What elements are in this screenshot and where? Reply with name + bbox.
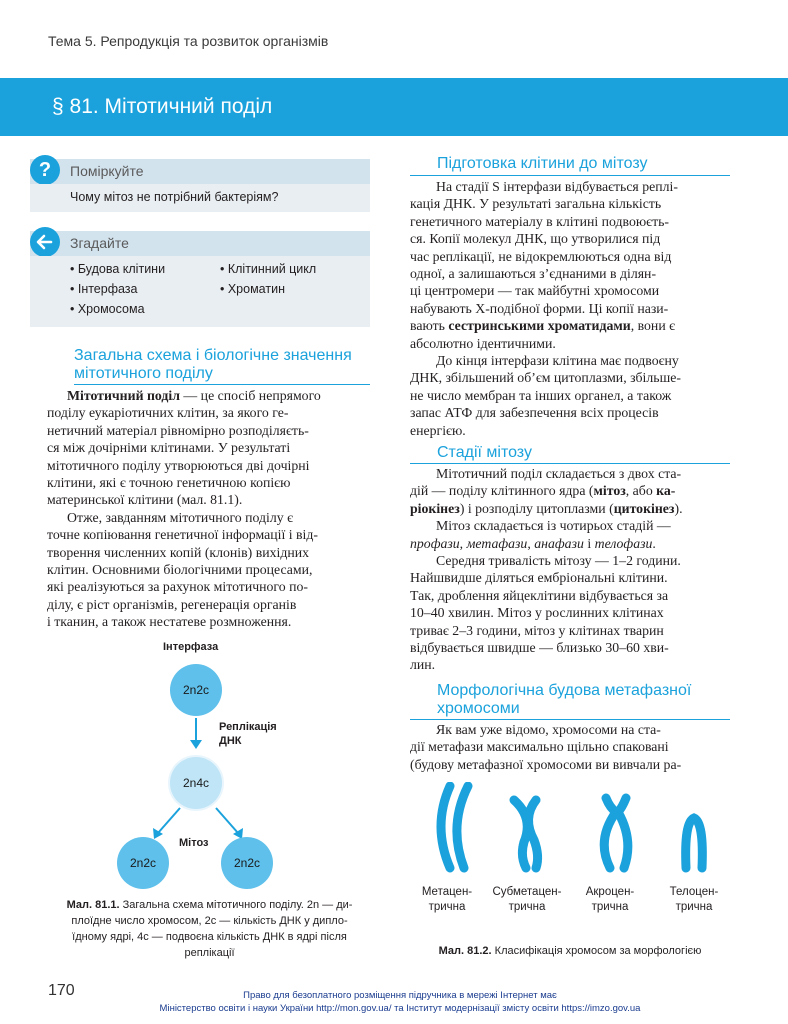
text-span: дій — поділу клітинного ядра ( [410,483,594,499]
back-arrow-icon [30,227,60,257]
mitosis-arrows-icon [148,806,248,840]
mitosis-label: Мітоз [179,837,209,849]
text-line: одної, а залишаються з’єднаними в ділян- [410,266,657,282]
page-number: 170 [48,982,75,999]
text-line: не число мембран та інших органел, а також [410,387,672,403]
text-line: мітотичного поділу утворюються дві дочірні [47,457,310,473]
text-line: Отже, завданням мітотичного поділу є [67,509,294,525]
text-line: клітини, які є точною генетичною копією [47,475,291,491]
morphology-text [410,721,730,773]
heading-rule [410,175,730,176]
term-cytokinesis: цитокінез [613,500,675,516]
text-line: які реалізуються за рахунок мітотичного по- [47,579,308,595]
left-body-text [47,387,370,631]
caption-text: Класифікація хромосом за морфологією [491,945,702,957]
think-label: Поміркуйте [70,163,144,179]
text-span: , або [625,483,657,499]
think-box-header [30,159,370,184]
text-span: , вони є [630,318,676,334]
heading-line: Загальна схема і біологічне значення [74,347,352,364]
text-line: ці центромери — так майбутні хромосоми [410,283,660,299]
caption-text: Загальна схема мітотичного поділу. 2n — ди- [119,899,353,911]
text-line: відбувається швидше — близько 30–60 хви- [410,640,669,656]
telocentric-chromosome-icon [686,818,703,868]
heading-rule [74,384,370,385]
submetacentric-chromosome-icon [514,800,538,868]
section-heading-stages: Стадії мітозу [437,444,532,461]
text-line: поділу еукаріотичних клітин, за якого ге- [47,405,289,421]
text-line: ДНК, збільшений об’єм цитоплазми, збільше- [410,370,681,386]
telocentric-label [654,885,734,915]
daughter-cell-left: 2n2c [117,837,169,889]
text-line: Середня тривалість мітозу — 1–2 години. [436,553,681,569]
label-line: трична [675,901,713,913]
question-icon: ? [30,155,60,185]
term-karyokinesis: ріокінез [410,500,460,516]
recall-item: • Хроматин [220,282,285,296]
text-line [410,500,730,517]
recall-item: • Інтерфаза [70,282,138,296]
text-line: ся. Копії молекул ДНК, що утворилися під [410,231,661,247]
acrocentric-chromosome-icon [604,798,628,868]
heading-line: Морфологічна будова метафазної [437,682,692,699]
heading-line: мітотичного поділу [74,365,213,382]
term-metaphase: метафази [466,535,528,551]
term-prophase: профази [410,535,460,551]
text-line: дії метафази максимально щільно спаковані [410,739,669,755]
recall-item: • Клітинний цикл [220,262,317,276]
text-line: (будову метафазної хромосоми ви вивчали ра- [410,756,682,772]
text-line: абсолютно ідентичними. [410,335,556,351]
text-line: До кінця інтерфази клітина має подвоєну [436,353,679,369]
text-line: і тканин, а також нестатеве розмноження. [47,614,292,630]
term-anaphase: анафази [534,535,584,551]
interphase-label: Інтерфаза [163,641,219,653]
caption-line: їдному ядрі, 4c — подвоєна кількість ДНК в ядрі після [72,931,347,943]
label-line: Акроцен- [585,886,635,898]
text-line [410,482,730,499]
text-line: нетичний матеріал рівномірно розподіляєть- [47,422,309,438]
text-span: і [583,535,595,551]
text-span: вають [410,318,449,334]
submetacentric-label [487,885,567,915]
text-line: запас АТФ для забезпечення всіх процесів [410,405,659,421]
figure-caption-81-1 [47,897,372,961]
text-line: материнської клітини (мал. 81.1). [47,492,243,508]
section-heading-preparation: Підготовка клітини до мітозу [437,155,648,172]
metacentric-chromosome-icon [441,786,468,868]
replication-label [219,720,277,748]
recall-box-header [30,231,370,256]
label-line: трична [591,901,629,913]
text-line: творення численних копій (клонів) вихідних [47,544,310,560]
chromosome-figure [410,782,730,874]
text-line: час реплікації, не відокремлюються одна від [410,248,672,264]
term-mitotic-division: Мітотичний поділ [67,388,180,403]
caption-line [47,897,372,913]
section-title: § 81. Мітотичний поділ [52,95,273,118]
label-line: Телоцен- [669,886,719,898]
acrocentric-label [570,885,650,915]
daughter-cell-right: 2n2c [221,837,273,889]
text-line: триває 2–3 години, мітоз у клітинах тварин [410,622,664,638]
text-line: На стадії S інтерфази відбувається реплі- [436,179,678,194]
text-span: — це спосіб непрямого [179,388,321,403]
text-line: кація ДНК. У результаті загальна кількість [410,196,662,212]
label-line: Субметацен- [492,886,562,898]
term-mitosis: мітоз [593,483,626,499]
recall-label: Згадайте [70,235,129,251]
text-line: генетичного матеріалу в клітині подвоюєть- [410,213,670,229]
text-span: ) і розподілу цитоплазми ( [459,500,614,516]
running-head: Тема 5. Репродукція та розвиток організмів [48,33,329,49]
text-line: Мітотичний поділ складається з двох ста- [436,466,682,481]
label-line: трична [428,901,466,913]
license-footer [120,989,680,1015]
text-line: лин. [410,657,436,673]
text-line: точне копіювання генетичної інформації і від- [47,527,318,543]
heading-rule [410,463,730,464]
caption-bold: Мал. 81.2. [438,945,492,957]
text-line [47,387,370,404]
text-line [410,317,730,334]
text-line: Найшвидше діляться ембріональні клітини. [410,570,668,586]
text-line: енергією. [410,422,466,438]
recall-item: • Будова клітини [70,262,166,276]
section-title-band [0,78,788,136]
heading-rule [410,719,730,720]
term-karyokinesis: ка- [656,483,676,499]
text-line: Мітоз складається із чотирьох стадій — [436,518,671,534]
caption-line: плоїдне число хромосом, 2c — кількість ДНК у дипло- [71,915,348,927]
text-line: 10–40 хвилин. Мітоз у рослинних клітинах [410,605,664,621]
section-heading-general-scheme [74,347,352,383]
stages-text [410,465,730,674]
text-span: ). [674,500,683,516]
section-heading-morphology [437,682,691,718]
text-line: ся між дочірніми клітинами. У результаті [47,440,291,456]
term-telophase: телофази [594,535,653,551]
replication-label-line: Реплікація [219,721,277,733]
recall-item: • Хромосома [70,302,145,316]
think-box-body [30,184,370,212]
text-line: Як вам уже відомо, хромосоми на ста- [436,722,661,737]
metacentric-label [407,885,487,915]
footer-line: Право для безоплатного розміщення підручника в мережі Інтернет має [243,990,557,1001]
arrow-down-icon [186,716,206,752]
text-line: ділу, є ріст організмів, регенерація органів [47,596,297,612]
cell-interphase: 2n2c [170,664,222,716]
label-line: Метацен- [421,886,473,898]
replication-label-line: ДНК [219,735,242,747]
recall-box-body [30,256,370,327]
caption-bold: Мал. 81.1. [66,899,120,911]
term-sister-chromatids: сестринськими хроматидами [448,318,631,334]
caption-line: реплікації [184,947,235,959]
text-line: Так, дроблення яйцеклітини відбувається за [410,587,669,603]
label-line: трична [508,901,546,913]
cell-replicated: 2n4c [170,757,222,809]
prep-text [410,178,730,439]
heading-line: хромосоми [437,700,520,717]
think-question: Чому мітоз не потрібний бактеріям? [70,190,279,204]
text-line: профази, метафази, анафази і телофази. [410,535,656,551]
figure-caption-81-2 [410,943,730,959]
text-line: клітин. Основними біологічними процесами, [47,562,313,578]
footer-line: Міністерство освіти і науки України http://mon.gov.ua/ та Інститут модернізації змісту освіти https://imzo.gov.ua [159,1003,641,1014]
text-line: набувають X-подібної форми. Ці копії нази- [410,300,669,316]
